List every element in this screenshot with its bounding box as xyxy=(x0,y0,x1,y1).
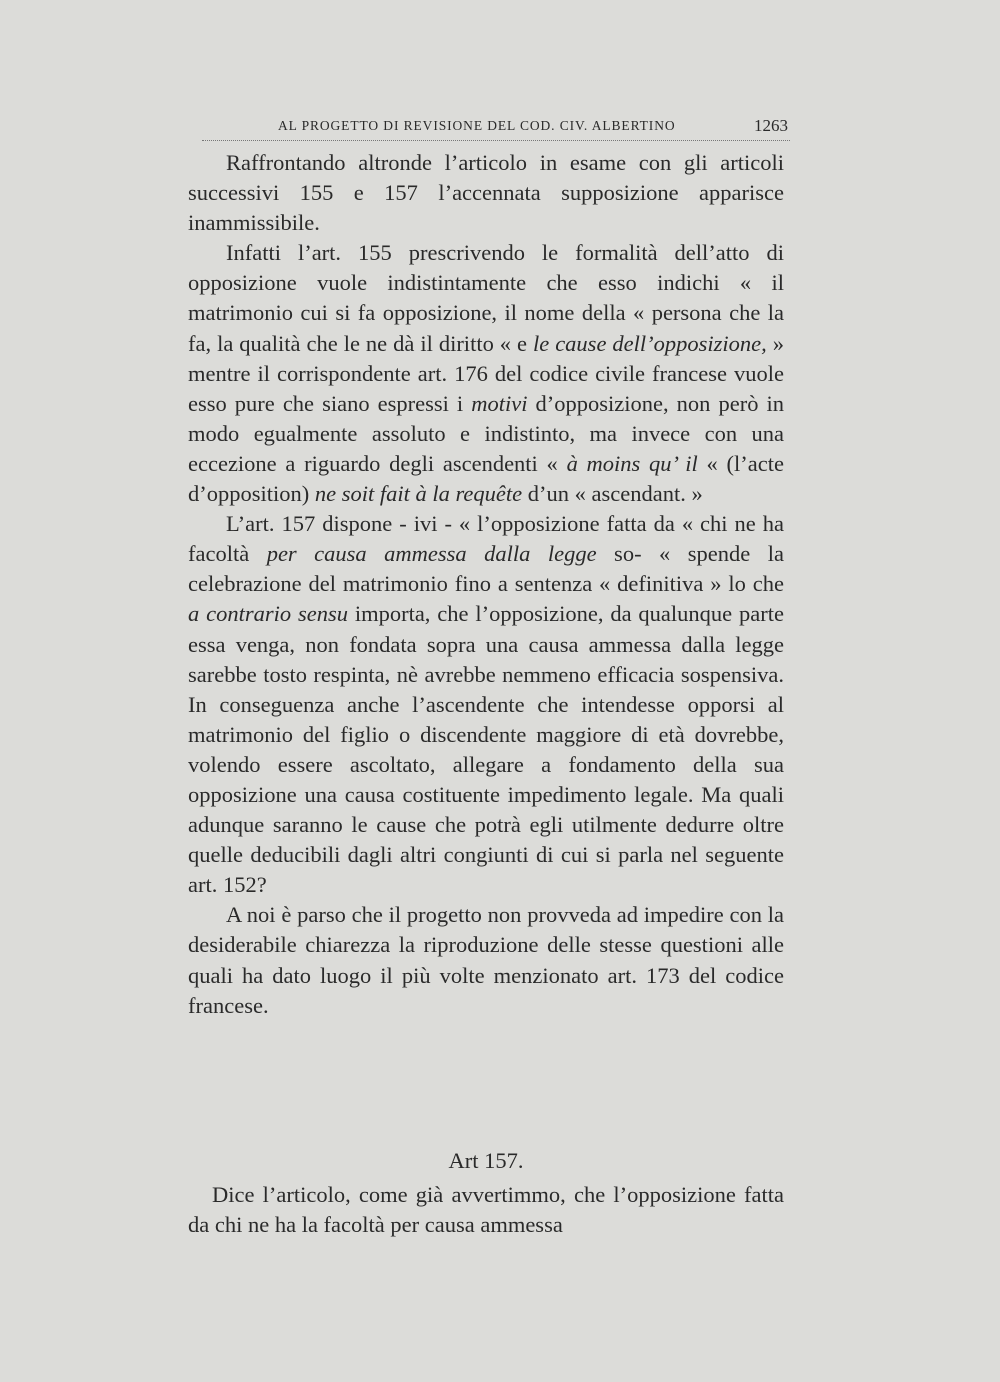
paragraph-3-part-a: L’art. 157 dispone - ivi - « l’opposizione fatta da « chi ne ha facoltà xyxy=(188,511,784,567)
paragraph-2-part-e: d’un « ascendant. » xyxy=(522,481,703,507)
paragraph-2-part-b: » mentre il corrispondente art. 176 del codice civile francese vuole esso pure che siano espressi i xyxy=(188,330,784,416)
paragraph-2-part-d: « (l’acte d’opposition) xyxy=(188,450,785,507)
paragraph-1: Raffrontando altronde l’articolo in esame con gli articoli successivi 155 e 157 l’accennata supposizione apparisce inammissibile. xyxy=(188,150,784,236)
header-title: AL PROGETTO DI REVISIONE DEL COD. CIV. ALBERTINO xyxy=(278,118,676,133)
paragraph-4: A noi è parso che il progetto non provveda ad impedire con la desiderabile chiarezza la riproduzione delle stesse questioni alle quali ha dato luogo il più volte menzionato art. 173 del codice francese. xyxy=(188,902,784,1018)
paragraph-2 xyxy=(188,238,784,509)
section-paragraph-1: Dice l’articolo, come già avvertimmo, che l’opposizione fatta da chi ne ha la facoltà per causa ammessa xyxy=(188,1182,784,1238)
paragraph-3-part-b: so- « spende la celebrazione del matrimonio fino a sentenza « definitiva » lo che xyxy=(188,541,784,597)
italic-per-causa: per causa ammessa dalla legge xyxy=(266,541,597,567)
italic-a-moins: à moins qu’ il xyxy=(566,450,698,476)
paragraph-2-part-a: Infatti l’art. 155 prescrivendo le formalità dell’atto di opposizione vuole indistintamente che esso indichi « il matrimonio cui si fa opposizione, il nome della « persona che la fa, la qualità che le ne dà il diritto « e xyxy=(188,240,784,356)
italic-motivi: motivi xyxy=(471,390,528,416)
running-header xyxy=(202,116,790,141)
paragraph-3 xyxy=(188,509,784,900)
italic-le-cause: le cause dell’opposizione, xyxy=(532,330,767,356)
page-number: 1263 xyxy=(754,116,788,135)
italic-a-contrario: a contrario sensu xyxy=(188,601,348,627)
paragraph-2-part-c: d’opposizione, non però in modo egualmente assoluto e indistinto, ma invece con una eccezione a riguardo degli ascendenti « xyxy=(188,390,784,476)
section-text xyxy=(188,1180,784,1240)
section-heading: Art 157. xyxy=(448,1148,524,1173)
paragraph-3-part-c: importa, che l’opposizione, da qualunque parte essa venga, non fondata sopra una causa ammessa dalla legge sarebbe tosto respinta, nè avrebbe nemmeno efficacia sospensiva. In conseguenza anche l’ascendente che intendesse opporsi al matrimonio del figlio o discendente maggiore di età dovrebbe, volendo essere ascoltato, allegare a fondamento della sua opposizione una causa costituente impedimento legale. Ma quali adunque saranno le cause che potrà egli utilmente dedurre oltre quelle deducibili dagli altri congiunti di cui si parla nel seguente art. 152? xyxy=(188,601,784,898)
italic-ne-soit-fait: ne soit fait à la requête xyxy=(314,481,523,507)
main-text xyxy=(188,148,784,1021)
